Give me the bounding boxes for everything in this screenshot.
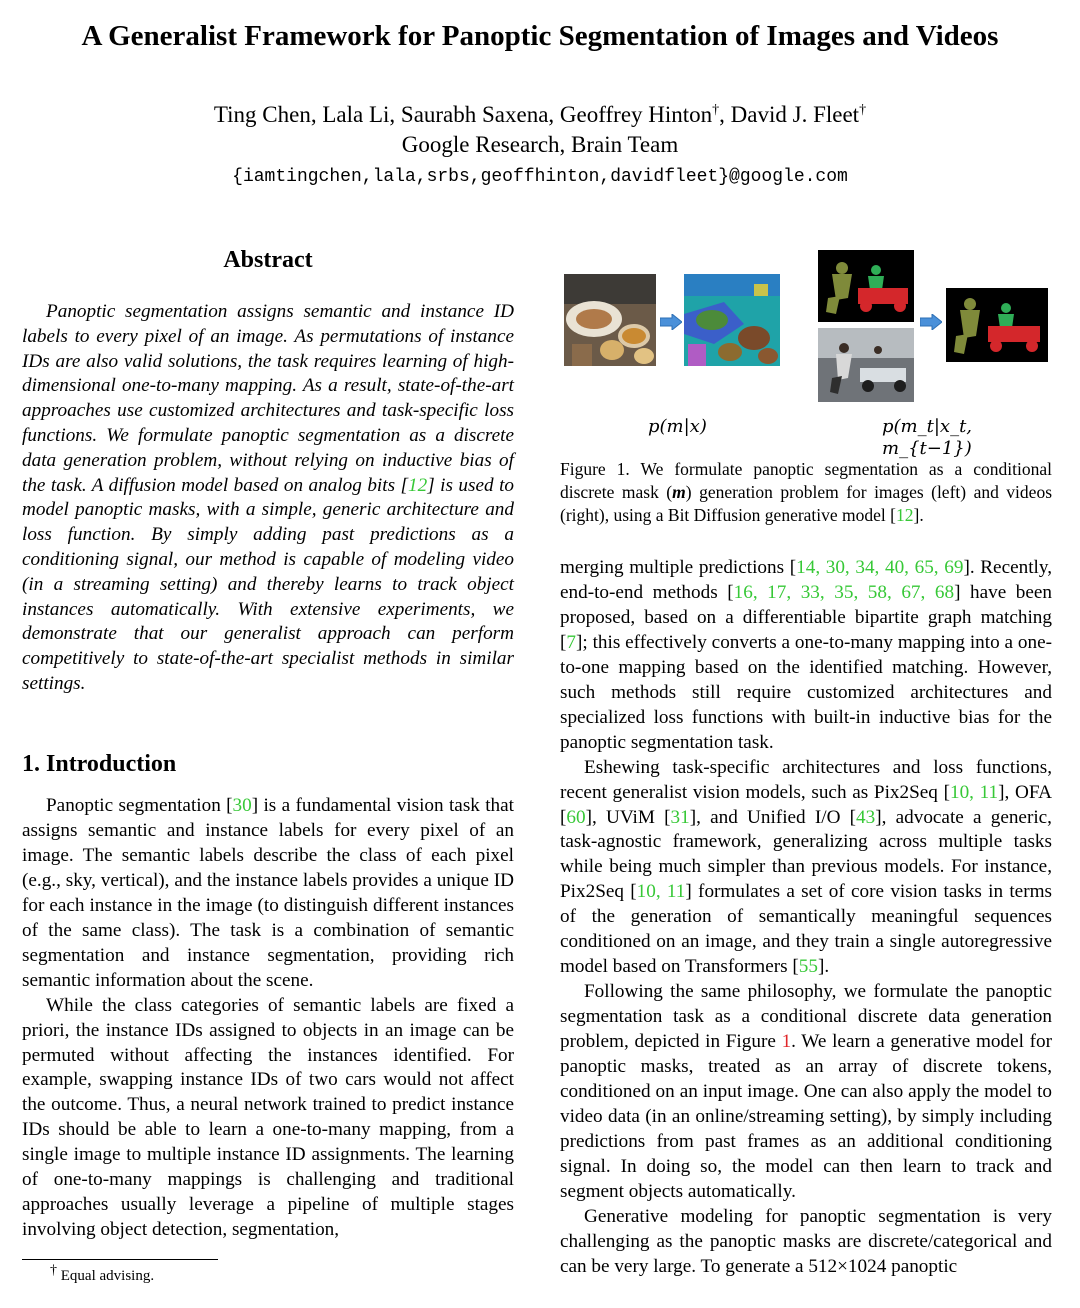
text-span: ]. xyxy=(913,505,924,525)
footnote xyxy=(50,1263,155,1286)
paragraph xyxy=(560,756,1052,981)
footnote-divider xyxy=(22,1259,218,1260)
text-span: Panoptic segmentation [ xyxy=(46,795,233,816)
abstract-heading: Abstract xyxy=(223,247,313,273)
paragraph: Generative modeling for panoptic segmentation is very challenging as the panoptic masks are discrete/categorical and can be very large. To generate a 512×1024 panoptic xyxy=(560,1205,1052,1277)
citation-link[interactable]: 10, 11 xyxy=(636,881,686,903)
text-span: merging multiple predictions [ xyxy=(560,557,797,578)
paragraph: While the class categories of semantic labels are fixed a priori, the instance IDs assigned to objects in an image can be permuted without affecting the instances identified. For example, swapping instance IDs of two cars would not affect the outcome. Thus, a neural network trained to predict instance IDs should be able to learn a one-to-many mapping, from a single image to multiple instance ID assignments. The learning of one-to-many mappings is challenging and traditional approaches usually leverage a pipeline of multiple stages involving object detection, segmentation, xyxy=(22,994,514,1241)
text-span: Figure 1. We formulate panoptic segmentation as a conditional discrete mask ( xyxy=(560,459,1052,502)
abstract-text-b: ] is used to model panoptic masks, with a simple, generic architecture and loss function. By simply adding past predictions as a conditioning signal, our method is capable of modeling video (in a streaming setting) and thereby learns to track object instances automatically. With extensive experiments, we demonstrate that our generalist approach can perform competitively to state-of-the-art specialist methods in similar settings. xyxy=(22,474,514,694)
text-span: ], and Unified I/O [ xyxy=(689,806,857,828)
citation-link[interactable]: 16, 17, 33, 35, 58, 67, 68 xyxy=(733,581,955,603)
text-span: . We learn a generative model for panoptic masks, treated as an array of discrete tokens, conditioned on an input image. One can also apply the model to video data (in an online/streaming setting), by simply including predictions from past frames as an additional conditioning signal. In doing so, the model can then learn to track and segment objects automatically. xyxy=(560,1031,1052,1202)
affiliation: Google Research, Brain Team xyxy=(401,132,679,157)
dagger-mark: † xyxy=(712,102,720,118)
section-heading-introduction: 1. Introduction xyxy=(22,751,177,777)
citation-link[interactable]: 30 xyxy=(232,795,252,816)
arrow-right-icon xyxy=(920,314,942,330)
citation-link[interactable]: 60 xyxy=(566,806,586,828)
figure-reference-link[interactable]: 1 xyxy=(781,1031,792,1053)
citation-link[interactable]: 14, 30, 34, 40, 65, 69 xyxy=(796,557,964,578)
text-span: ] is a fundamental vision task that assigns semantic and instance labels for every pixel of an image. The semantic labels describe the class of each pixel (e.g., sky, vertical), and the instance labels provides a unique ID for each instance in the image (to distinguish different instances of the same class). The task is a combination of semantic segmentation and instance segmentation, providing rich semantic information about the scene. xyxy=(22,795,514,991)
author-email: {iamtingchen,lala,srbs,geoffhinton,davidfleet}@google.com xyxy=(232,167,848,187)
citation-link[interactable]: 12 xyxy=(408,474,428,496)
text-span: m xyxy=(672,482,686,502)
output-mask-food xyxy=(684,274,780,366)
text-span: ) generation problem for images (left) and videos (right), using a Bit Diffusion generative model [ xyxy=(560,482,1053,525)
paragraph xyxy=(560,980,1052,1205)
text-span: ]. Recently, end-to-end methods [ xyxy=(560,557,1053,603)
citation-link[interactable]: 12 xyxy=(896,505,914,525)
input-image-food xyxy=(564,274,656,366)
text-span: Eshewing task-specific architectures and loss functions, recent generalist vision models, such as Pix2Seq [ xyxy=(560,756,1052,803)
text-span: ], OFA [ xyxy=(560,781,1052,828)
citation-link[interactable]: 55 xyxy=(798,956,818,978)
citation-link[interactable]: 7 xyxy=(566,631,576,653)
text-span: ] formulates a set of core vision tasks in terms of the generation of semantically meaningful sequences conditioned on an image, and they train a single autoregressive model based on Transformers [ xyxy=(560,881,1052,978)
dagger-mark: † xyxy=(859,102,867,118)
author-names-b: , David J. Fleet xyxy=(719,102,860,127)
previous-mask-frame xyxy=(818,250,914,322)
citation-link[interactable]: 10, 11 xyxy=(949,781,999,803)
text-span: ]. xyxy=(817,956,830,978)
introduction-text xyxy=(22,794,514,1243)
figure-label-video: p(m_t|x_t, m_{t−1}) xyxy=(882,416,973,459)
paper-title: A Generalist Framework for Panoptic Segmentation of Images and Videos xyxy=(81,20,999,52)
figure-label-image: p(m|x) xyxy=(648,416,707,437)
citation-link[interactable]: 43 xyxy=(856,806,876,828)
text-span: ] have been proposed, based on a differentiable bipartite graph matching [ xyxy=(560,581,1052,653)
output-mask-video xyxy=(946,288,1048,362)
abstract-text xyxy=(22,300,514,697)
dagger-mark: † xyxy=(50,1263,57,1278)
arrow-right-icon xyxy=(660,314,682,330)
text-span: ], UViM [ xyxy=(585,806,671,828)
author-list xyxy=(0,100,1080,130)
current-video-frame xyxy=(818,328,914,402)
paragraph xyxy=(560,556,1052,756)
citation-link[interactable]: 31 xyxy=(670,806,690,828)
figure-caption xyxy=(560,458,1052,527)
text-span: Following the same philosophy, we formulate the panoptic segmentation task as a conditional discrete data generation problem, depicted in Figure xyxy=(560,981,1052,1053)
figure-1 xyxy=(560,248,1060,459)
text-span: ], advocate a generic, task-agnostic framework, generalizing across multiple tasks while being much simpler than previous models. For instance, Pix2Seq [ xyxy=(560,806,1052,903)
introduction-text-continued xyxy=(560,556,1052,1280)
text-span: ]; this effectively converts a one-to-many mapping into a one-to-one mapping based on the identified matching. However, such methods still require customized architectures and specialized loss functions with built-in inductive bias for the panoptic segmentation task. xyxy=(560,631,1052,753)
author-names-a: Ting Chen, Lala Li, Saurabh Saxena, Geoffrey Hinton xyxy=(213,102,713,127)
abstract-text-a: Panoptic segmentation assigns semantic and instance ID labels to every pixel of an image. As permutations of instance IDs are also valid solutions, the task requires learning of high-dimensional one-to-many mapping. As a result, state-of-the-art approaches use customized architectures and task-specific loss functions. We formulate panoptic segmentation as a discrete data generation problem, without relying on inductive bias of the task. A diffusion model based on analog bits [ xyxy=(22,301,514,496)
footnote-text: Equal advising. xyxy=(57,1268,155,1284)
paragraph xyxy=(22,794,514,994)
